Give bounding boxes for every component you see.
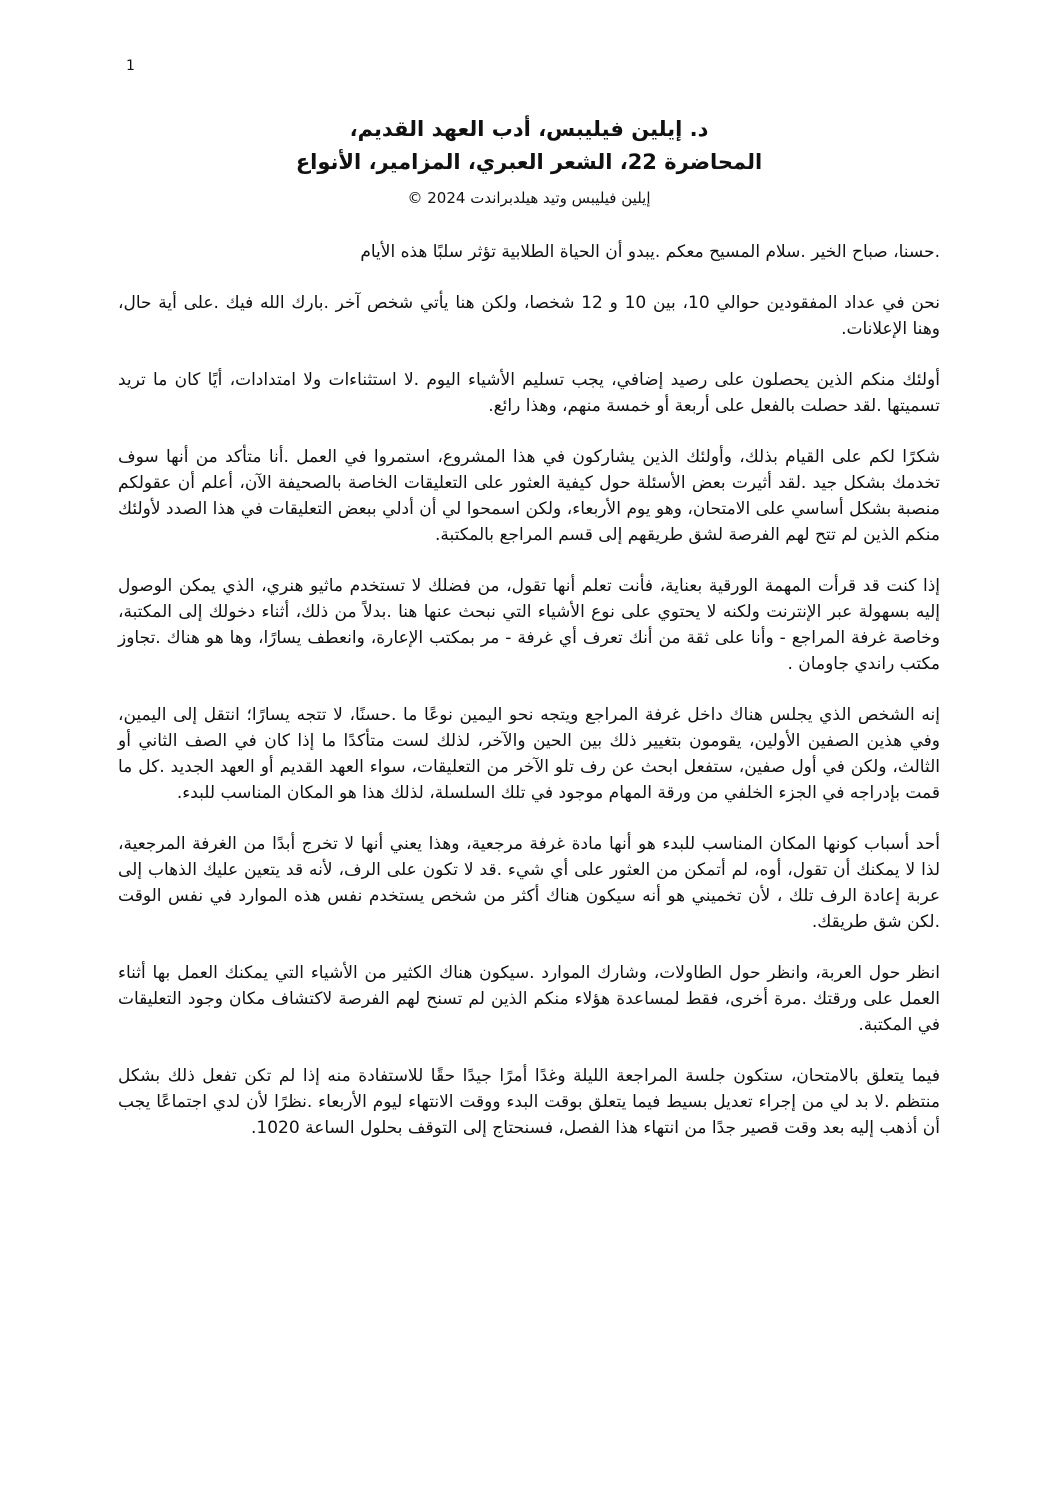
document-body <box>118 239 940 1141</box>
paragraph-5: إذا كنت قد قرأت المهمة الورقية بعناية، فأنت تعلم أنها تقول، من فضلك لا تستخدم ماثيو هنري، الذي يمكن الوصول إليه بسهولة عبر الإنترنت ولكنه لا يحتوي على نوع الأشياء التي نبحث عنها هنا .بدلاً من ذلك، أثناء دخولك إلى المكتبة، وخاصة غرفة المراجع - وأنا على ثقة من أنك تعرف أي غرفة - مر بمكتب الإعارة، وانعطف يسارًا، وها هو هناك .تجاوز مكتب راندي جاومان . <box>118 576 940 674</box>
paragraph-3: أولئك منكم الذين يحصلون على رصيد إضافي، يجب تسليم الأشياء اليوم .لا استثناءات ولا امتدادات، أيًا كان ما تريد تسميتها .لقد حصلت بالفعل على أربعة أو خمسة منهم، وهذا رائع. <box>118 370 940 416</box>
paragraph-8: انظر حول العربة، وانظر حول الطاولات، وشارك الموارد .سيكون هناك الكثير من الأشياء التي يمكنك العمل بها أثناء العمل على ورقتك .مرة أخرى، فقط لمساعدة هؤلاء منكم الذين لم تسنح لهم الفرصة لاكتشاف مكان وجود التعليقات في المكتبة. <box>118 963 940 1035</box>
paragraph-1: .حسنا، صباح الخير .سلام المسيح معكم .يبدو أن الحياة الطلابية تؤثر سلبًا هذه الأيام <box>360 242 940 262</box>
paragraph-7: أحد أسباب كونها المكان المناسب للبدء هو أنها مادة غرفة مرجعية، وهذا يعني أنها لا تخرج أبدًا من الغرفة المرجعية، لذا لا يمكنك أن تقول، أوه، لم أتمكن من العثور على أي شيء .قد لا تكون على الرف، لأنه قد يتعين عليك الذهاب إلى عربة إعادة الرف تلك ، لأن تخميني هو أنه سيكون هناك أكثر من شخص يستخدم نفس هذه الموارد في نفس الوقت .لكن شق طريقك. <box>118 834 940 932</box>
paragraph-9: فيما يتعلق بالامتحان، ستكون جلسة المراجعة الليلة وغدًا أمرًا جيدًا حقًا للاستفادة منه إذا لم تكن تفعل ذلك بشكل منتظم .لا بد لي من إجراء تعديل بسيط فيما يتعلق بوقت البدء ووقت الانتهاء ليوم الأربعاء .نظرًا لأن لدي اجتماعًا يجب أن أذهب إليه بعد وقت قصير جدًا من انتهاء هذا الفصل، فسنحتاج إلى التوقف بحلول الساعة 1020. <box>118 1066 940 1138</box>
copyright-line: إيلين فيليبس وتيد هيلدبراندت 2024 © <box>407 189 651 207</box>
document-title-line1: د. إيلين فيليبس، أدب العهد القديم، <box>349 117 709 141</box>
paragraph-6: إنه الشخص الذي يجلس هناك داخل غرفة المراجع ويتجه نحو اليمين نوعًا ما .حسنًا، لا تتجه يسارًا؛ انتقل إلى اليمين، وفي هذين الصفين الأولين، يقومون بتغيير ذلك بين الحين والآخر، لذلك لست متأكدًا ما إذا كان في الصف الثاني أو الثالث، ولكن في أول صفين، ستفعل ابحث عن رف تلو الآخر من التعليقات، سواء العهد القديم أو العهد الجديد .كل ما قمت بإدراجه في الجزء الخلفي من ورقة المهام موجود في تلك السلسلة، لذلك هذا هو المكان المناسب للبدء. <box>118 705 940 803</box>
paragraph-4: شكرًا لكم على القيام بذلك، وأولئك الذين يشاركون في هذا المشروع، استمروا في العمل .أنا متأكد من أنها سوف تخدمك بشكل جيد .لقد أثيرت بعض الأسئلة حول كيفية العثور على التعليقات الخاصة بالصحيفة الآن، أعلم أن عقولكم منصبة بشكل أساسي على الامتحان، وهو يوم الأربعاء، ولكن اسمحوا لي أن أدلي ببعض التعليقات في هذا الصدد لأولئك منكم الذين لم تتح لهم الفرصة لشق طريقهم إلى قسم المراجع بالمكتبة. <box>118 447 940 545</box>
title-block <box>118 113 940 207</box>
document-title-line2: المحاضرة 22، الشعر العبري، المزامير، الأنواع <box>295 150 763 174</box>
page-number: 1 <box>126 58 135 74</box>
paragraph-2: نحن في عداد المفقودين حوالي 10، بين 10 و 12 شخصا، ولكن هنا يأتي شخص آخر .بارك الله فيك .على أية حال، وهنا الإعلانات. <box>118 293 940 339</box>
